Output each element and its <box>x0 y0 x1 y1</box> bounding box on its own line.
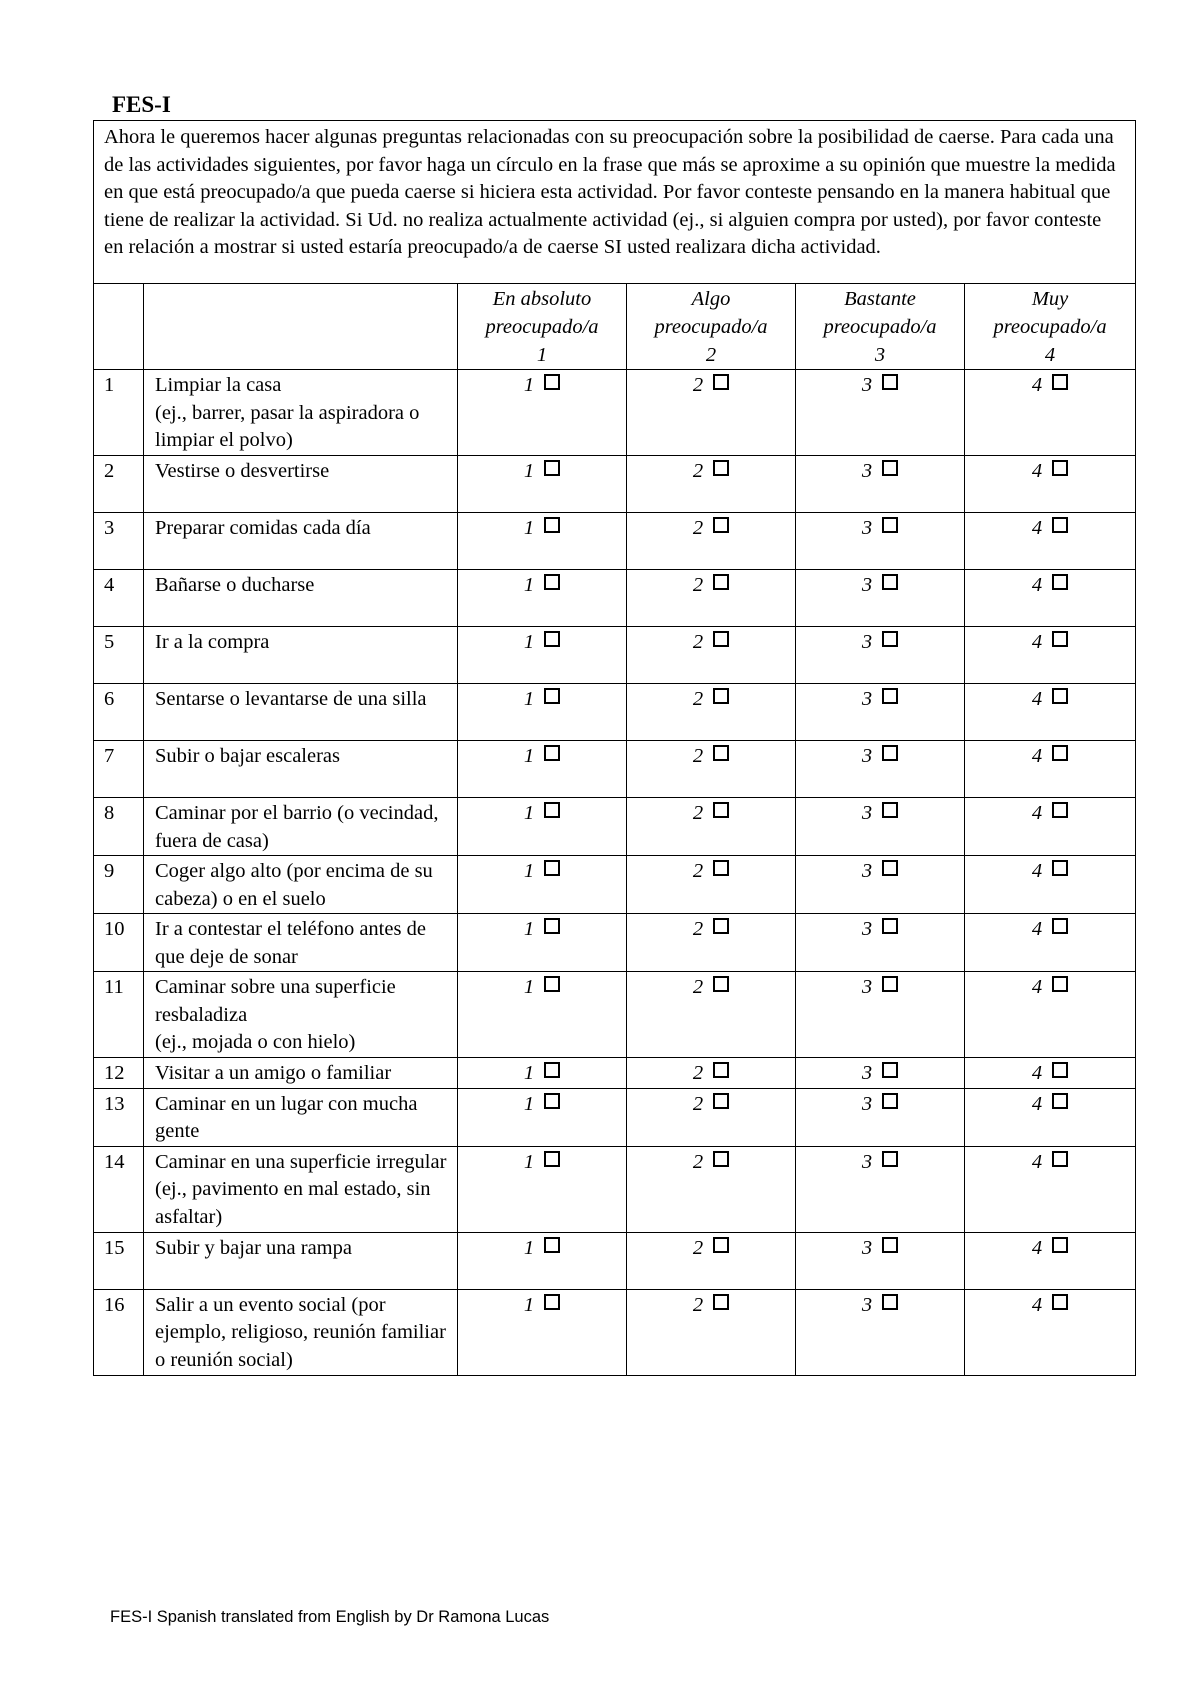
item-activity: Caminar en una superficie irregular (ej., pavimento en mal estado, sin asfaltar) <box>144 1146 458 1232</box>
response-option-4[interactable] <box>965 456 1136 513</box>
checkbox-icon[interactable] <box>544 517 560 533</box>
checkbox-icon[interactable] <box>1052 1294 1068 1310</box>
response-option-3[interactable] <box>796 456 965 513</box>
header-activity-cell <box>144 284 458 370</box>
item-number: 16 <box>94 1289 144 1375</box>
response-option-2[interactable] <box>627 856 796 914</box>
header-column-line: preocupado/a <box>993 316 1107 338</box>
response-option-2[interactable] <box>627 914 796 972</box>
checkbox-icon[interactable] <box>1052 517 1068 533</box>
checkbox-icon[interactable] <box>882 631 898 647</box>
response-option-2[interactable] <box>627 370 796 456</box>
checkbox-icon[interactable] <box>882 688 898 704</box>
option-value: 3 <box>861 745 873 767</box>
checkbox-icon[interactable] <box>544 745 560 761</box>
option-value: 4 <box>1031 517 1043 539</box>
header-column-2 <box>627 284 796 370</box>
checkbox-icon[interactable] <box>544 802 560 818</box>
item-activity: Limpiar la casa (ej., barrer, pasar la aspiradora o limpiar el polvo) <box>144 370 458 456</box>
response-option-4[interactable] <box>965 1289 1136 1375</box>
option-value: 4 <box>1031 802 1043 824</box>
checkbox-icon[interactable] <box>713 918 729 934</box>
response-option-3[interactable] <box>796 1088 965 1146</box>
option-value: 2 <box>692 802 704 824</box>
option-value: 2 <box>692 374 704 396</box>
item-number: 15 <box>94 1232 144 1289</box>
table-row <box>94 972 1136 1058</box>
response-option-4[interactable] <box>965 914 1136 972</box>
checkbox-icon[interactable] <box>1052 374 1068 390</box>
item-number: 1 <box>94 370 144 456</box>
item-number: 3 <box>94 513 144 570</box>
response-option-1[interactable] <box>458 1289 627 1375</box>
option-value: 3 <box>861 631 873 653</box>
checkbox-icon[interactable] <box>1052 1093 1068 1109</box>
option-value: 3 <box>861 976 873 998</box>
checkbox-icon[interactable] <box>1052 802 1068 818</box>
header-column-line: 3 <box>874 344 886 366</box>
response-option-1[interactable] <box>458 798 627 856</box>
checkbox-icon[interactable] <box>882 374 898 390</box>
response-option-1[interactable] <box>458 513 627 570</box>
item-number: 7 <box>94 741 144 798</box>
response-option-1[interactable] <box>458 370 627 456</box>
option-value: 1 <box>523 574 535 596</box>
option-value: 4 <box>1031 1236 1043 1259</box>
option-value: 1 <box>523 1062 535 1084</box>
option-value: 3 <box>861 1293 873 1316</box>
response-option-4[interactable] <box>965 972 1136 1058</box>
option-value: 2 <box>692 745 704 767</box>
response-option-2[interactable] <box>627 741 796 798</box>
response-option-2[interactable] <box>627 513 796 570</box>
header-column-3 <box>796 284 965 370</box>
response-option-1[interactable] <box>458 1232 627 1289</box>
table-row <box>94 627 1136 684</box>
option-value: 4 <box>1031 1092 1043 1115</box>
item-activity: Visitar a un amigo o familiar <box>144 1058 458 1089</box>
checkbox-icon[interactable] <box>1052 460 1068 476</box>
option-value: 4 <box>1031 574 1043 596</box>
item-number: 4 <box>94 570 144 627</box>
table-row <box>94 856 1136 914</box>
response-option-2[interactable] <box>627 1058 796 1089</box>
response-option-1[interactable] <box>458 1146 627 1232</box>
option-value: 1 <box>523 631 535 653</box>
table-row <box>94 684 1136 741</box>
option-value: 4 <box>1031 976 1043 998</box>
response-option-1[interactable] <box>458 684 627 741</box>
response-option-2[interactable] <box>627 570 796 627</box>
header-column-1 <box>458 284 627 370</box>
option-value: 4 <box>1031 460 1043 482</box>
item-activity: Subir y bajar una rampa <box>144 1232 458 1289</box>
response-option-2[interactable] <box>627 1232 796 1289</box>
option-value: 1 <box>523 460 535 482</box>
checkbox-icon[interactable] <box>882 1294 898 1310</box>
checkbox-icon[interactable] <box>882 1151 898 1167</box>
option-value: 2 <box>692 918 704 940</box>
option-value: 4 <box>1031 918 1043 940</box>
option-value: 2 <box>692 1150 704 1173</box>
table-row <box>94 1058 1136 1089</box>
header-column-line: 4 <box>1044 344 1056 366</box>
response-option-3[interactable] <box>796 741 965 798</box>
checkbox-icon[interactable] <box>713 745 729 761</box>
checkbox-icon[interactable] <box>544 860 560 876</box>
response-option-1[interactable] <box>458 627 627 684</box>
checkbox-icon[interactable] <box>882 802 898 818</box>
checkbox-icon[interactable] <box>713 802 729 818</box>
checkbox-icon[interactable] <box>882 1237 898 1253</box>
option-value: 2 <box>692 631 704 653</box>
header-column-line: preocupado/a <box>654 316 768 338</box>
item-number: 6 <box>94 684 144 741</box>
checkbox-icon[interactable] <box>1052 631 1068 647</box>
checkbox-icon[interactable] <box>544 1151 560 1167</box>
header-column-line: 1 <box>536 344 548 366</box>
checkbox-icon[interactable] <box>1052 688 1068 704</box>
header-column-line: Algo <box>691 288 731 310</box>
option-value: 1 <box>523 918 535 940</box>
checkbox-icon[interactable] <box>713 976 729 992</box>
table-row <box>94 370 1136 456</box>
response-option-2[interactable] <box>627 1289 796 1375</box>
option-value: 1 <box>523 374 535 396</box>
checkbox-icon[interactable] <box>544 1062 560 1078</box>
item-number: 8 <box>94 798 144 856</box>
table-row <box>94 798 1136 856</box>
item-number: 13 <box>94 1088 144 1146</box>
instructions: Ahora le queremos hacer algunas preguntas relacionadas con su preocupación sobre la posibilidad de caerse. Para cada una de las actividades siguientes, por favor haga un círculo en la frase que más se aproxime a su opinión que muestre la medida en que está preocupado/a que pueda caerse si hiciera esta actividad. Por favor conteste pensando en la manera habitual que tiene de realizar la actividad. Si Ud. no realiza actualmente actividad (ej., si alguien compra por usted), por favor conteste en relación a mostrar si usted estaría preocupado/a de caerse SI usted realizara dicha actividad. <box>94 121 1136 284</box>
option-value: 4 <box>1031 860 1043 882</box>
item-activity: Vestirse o desvertirse <box>144 456 458 513</box>
checkbox-icon[interactable] <box>882 1093 898 1109</box>
checkbox-icon[interactable] <box>713 631 729 647</box>
response-option-2[interactable] <box>627 684 796 741</box>
response-option-4[interactable] <box>965 627 1136 684</box>
checkbox-icon[interactable] <box>1052 1237 1068 1253</box>
option-value: 2 <box>692 688 704 710</box>
option-value: 2 <box>692 1092 704 1115</box>
response-option-4[interactable] <box>965 513 1136 570</box>
item-number: 5 <box>94 627 144 684</box>
checkbox-icon[interactable] <box>544 631 560 647</box>
option-value: 3 <box>861 574 873 596</box>
item-activity: Ir a la compra <box>144 627 458 684</box>
checkbox-icon[interactable] <box>713 688 729 704</box>
checkbox-icon[interactable] <box>713 1151 729 1167</box>
response-option-3[interactable] <box>796 798 965 856</box>
response-option-4[interactable] <box>965 1232 1136 1289</box>
footer-credit: FES-I Spanish translated from English by Dr Ramona Lucas <box>110 1608 550 1626</box>
option-value: 3 <box>861 802 873 824</box>
table-row <box>94 914 1136 972</box>
option-value: 2 <box>692 574 704 596</box>
checkbox-icon[interactable] <box>713 1062 729 1078</box>
response-option-4[interactable] <box>965 1146 1136 1232</box>
checkbox-icon[interactable] <box>544 976 560 992</box>
response-option-3[interactable] <box>796 627 965 684</box>
response-option-1[interactable] <box>458 570 627 627</box>
option-value: 1 <box>523 802 535 824</box>
option-value: 2 <box>692 976 704 998</box>
checkbox-icon[interactable] <box>544 1294 560 1310</box>
response-option-4[interactable] <box>965 856 1136 914</box>
response-option-3[interactable] <box>796 370 965 456</box>
item-activity: Sentarse o levantarse de una silla <box>144 684 458 741</box>
item-number: 11 <box>94 972 144 1058</box>
response-option-2[interactable] <box>627 798 796 856</box>
response-option-2[interactable] <box>627 456 796 513</box>
option-value: 2 <box>692 1236 704 1259</box>
option-value: 4 <box>1031 374 1043 396</box>
table-row <box>94 1232 1136 1289</box>
form-title: FES-I <box>112 92 171 117</box>
item-activity: Caminar en un lugar con mucha gente <box>144 1088 458 1146</box>
item-activity: Caminar sobre una superficie resbaladiza (ej., mojada o con hielo) <box>144 972 458 1058</box>
checkbox-icon[interactable] <box>544 1237 560 1253</box>
checkbox-icon[interactable] <box>544 460 560 476</box>
response-option-2[interactable] <box>627 1088 796 1146</box>
item-activity: Subir o bajar escaleras <box>144 741 458 798</box>
option-value: 1 <box>523 976 535 998</box>
checkbox-icon[interactable] <box>544 918 560 934</box>
checkbox-icon[interactable] <box>882 860 898 876</box>
header-column-line: Bastante <box>844 288 916 310</box>
option-value: 3 <box>861 517 873 539</box>
checkbox-icon[interactable] <box>882 574 898 590</box>
checkbox-icon[interactable] <box>882 1062 898 1078</box>
response-option-4[interactable] <box>965 1058 1136 1089</box>
checkbox-icon[interactable] <box>544 574 560 590</box>
table-row <box>94 1289 1136 1375</box>
option-value: 2 <box>692 517 704 539</box>
option-value: 2 <box>692 860 704 882</box>
response-option-2[interactable] <box>627 627 796 684</box>
response-option-1[interactable] <box>458 1058 627 1089</box>
checkbox-icon[interactable] <box>882 517 898 533</box>
checkbox-icon[interactable] <box>713 517 729 533</box>
checkbox-icon[interactable] <box>713 574 729 590</box>
item-number: 10 <box>94 914 144 972</box>
option-value: 4 <box>1031 631 1043 653</box>
item-activity: Preparar comidas cada día <box>144 513 458 570</box>
option-value: 4 <box>1031 745 1043 767</box>
option-value: 4 <box>1031 688 1043 710</box>
option-value: 1 <box>523 860 535 882</box>
table-row <box>94 741 1136 798</box>
option-value: 3 <box>861 1150 873 1173</box>
response-option-1[interactable] <box>458 456 627 513</box>
option-value: 3 <box>861 374 873 396</box>
response-option-1[interactable] <box>458 1088 627 1146</box>
response-option-3[interactable] <box>796 1058 965 1089</box>
header-column-4 <box>965 284 1136 370</box>
fes-i-table <box>93 120 1136 1376</box>
option-value: 1 <box>523 1092 535 1115</box>
checkbox-icon[interactable] <box>1052 918 1068 934</box>
item-number: 9 <box>94 856 144 914</box>
header-number-cell <box>94 284 144 370</box>
response-option-3[interactable] <box>796 1289 965 1375</box>
response-option-1[interactable] <box>458 914 627 972</box>
response-option-3[interactable] <box>796 570 965 627</box>
option-value: 1 <box>523 688 535 710</box>
header-column-line: 2 <box>705 344 717 366</box>
response-option-1[interactable] <box>458 972 627 1058</box>
checkbox-icon[interactable] <box>1052 976 1068 992</box>
response-option-2[interactable] <box>627 972 796 1058</box>
item-number: 12 <box>94 1058 144 1089</box>
item-activity: Caminar por el barrio (o vecindad, fuera de casa) <box>144 798 458 856</box>
checkbox-icon[interactable] <box>713 374 729 390</box>
option-value: 3 <box>861 860 873 882</box>
option-value: 3 <box>861 918 873 940</box>
checkbox-icon[interactable] <box>882 460 898 476</box>
response-option-4[interactable] <box>965 570 1136 627</box>
option-value: 3 <box>861 460 873 482</box>
option-value: 4 <box>1031 1062 1043 1084</box>
response-option-3[interactable] <box>796 1232 965 1289</box>
header-column-line: En absoluto <box>492 288 592 310</box>
response-option-1[interactable] <box>458 741 627 798</box>
item-activity: Ir a contestar el teléfono antes de que deje de sonar <box>144 914 458 972</box>
option-value: 3 <box>861 1236 873 1259</box>
option-value: 1 <box>523 1150 535 1173</box>
option-value: 4 <box>1031 1293 1043 1316</box>
checkbox-icon[interactable] <box>713 1093 729 1109</box>
response-option-4[interactable] <box>965 1088 1136 1146</box>
response-option-3[interactable] <box>796 856 965 914</box>
item-activity: Salir a un evento social (por ejemplo, religioso, reunión familiar o reunión social) <box>144 1289 458 1375</box>
option-value: 2 <box>692 460 704 482</box>
item-activity: Coger algo alto (por encima de su cabeza) o en el suelo <box>144 856 458 914</box>
response-option-4[interactable] <box>965 684 1136 741</box>
checkbox-icon[interactable] <box>713 860 729 876</box>
checkbox-icon[interactable] <box>713 1237 729 1253</box>
option-value: 3 <box>861 688 873 710</box>
option-value: 3 <box>861 1062 873 1084</box>
option-value: 1 <box>523 517 535 539</box>
option-value: 1 <box>523 1293 535 1316</box>
table-row <box>94 1146 1136 1232</box>
option-value: 2 <box>692 1062 704 1084</box>
option-value: 1 <box>523 745 535 767</box>
checkbox-icon[interactable] <box>544 1093 560 1109</box>
table-row <box>94 1088 1136 1146</box>
response-option-2[interactable] <box>627 1146 796 1232</box>
header-column-line: preocupado/a <box>823 316 937 338</box>
table-row <box>94 570 1136 627</box>
response-option-4[interactable] <box>965 741 1136 798</box>
checkbox-icon[interactable] <box>1052 1062 1068 1078</box>
response-option-3[interactable] <box>796 513 965 570</box>
checkbox-icon[interactable] <box>1052 574 1068 590</box>
response-option-3[interactable] <box>796 972 965 1058</box>
checkbox-icon[interactable] <box>1052 745 1068 761</box>
item-number: 14 <box>94 1146 144 1232</box>
header-column-line: Muy <box>1031 288 1069 310</box>
response-option-1[interactable] <box>458 856 627 914</box>
checkbox-icon[interactable] <box>544 688 560 704</box>
response-option-3[interactable] <box>796 1146 965 1232</box>
option-value: 4 <box>1031 1150 1043 1173</box>
table-row <box>94 513 1136 570</box>
item-activity: Bañarse o ducharse <box>144 570 458 627</box>
option-value: 2 <box>692 1293 704 1316</box>
checkbox-icon[interactable] <box>544 374 560 390</box>
response-option-4[interactable] <box>965 798 1136 856</box>
response-option-4[interactable] <box>965 370 1136 456</box>
checkbox-icon[interactable] <box>882 918 898 934</box>
option-value: 3 <box>861 1092 873 1115</box>
response-option-3[interactable] <box>796 684 965 741</box>
item-number: 2 <box>94 456 144 513</box>
checkbox-icon[interactable] <box>882 976 898 992</box>
table-row <box>94 456 1136 513</box>
response-option-3[interactable] <box>796 914 965 972</box>
checkbox-icon[interactable] <box>882 745 898 761</box>
checkbox-icon[interactable] <box>1052 1151 1068 1167</box>
checkbox-icon[interactable] <box>713 1294 729 1310</box>
checkbox-icon[interactable] <box>1052 860 1068 876</box>
checkbox-icon[interactable] <box>713 460 729 476</box>
header-column-line: preocupado/a <box>485 316 599 338</box>
option-value: 1 <box>523 1236 535 1259</box>
